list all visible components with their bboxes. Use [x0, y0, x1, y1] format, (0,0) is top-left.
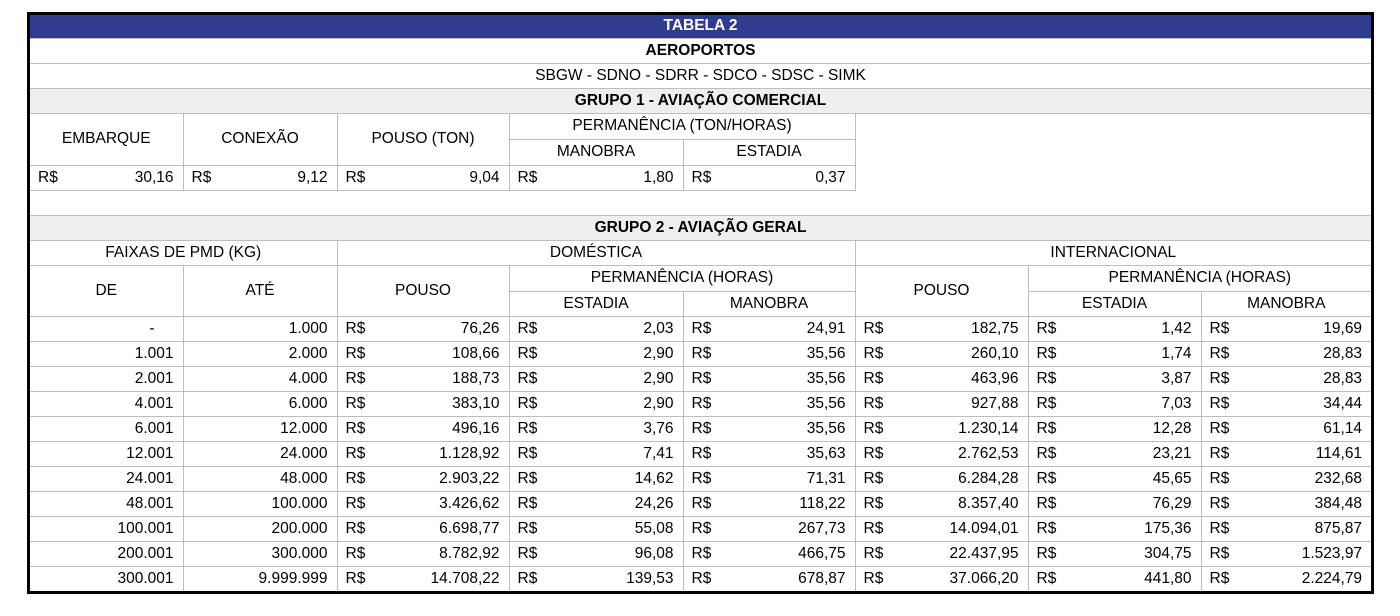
pmd-from: 12.001 — [30, 441, 183, 466]
int-pouso-value: 6.284,28 — [958, 469, 1019, 487]
group1-header-estadia: ESTADIA — [683, 139, 855, 165]
group1-header-row — [30, 113, 1371, 139]
table-row — [30, 341, 1371, 366]
currency-symbol: R$ — [517, 168, 538, 186]
int-pouso — [855, 566, 1028, 591]
dom-pouso-value: 6.698,77 — [439, 519, 500, 537]
pmd-from: 200.001 — [30, 541, 183, 566]
int-estadia — [1028, 391, 1201, 416]
dom-estadia — [509, 391, 683, 416]
currency-symbol: R$ — [345, 544, 366, 562]
int-pouso — [855, 516, 1028, 541]
currency-symbol: R$ — [863, 419, 884, 437]
int-manobra-value: 34,44 — [1323, 394, 1363, 412]
currency-symbol: R$ — [863, 544, 884, 562]
currency-symbol: R$ — [1209, 469, 1230, 487]
int-estadia — [1028, 516, 1201, 541]
currency-symbol: R$ — [517, 519, 538, 537]
currency-symbol: R$ — [1209, 519, 1230, 537]
int-estadia-value: 12,28 — [1152, 419, 1192, 437]
pmd-from: 48.001 — [30, 491, 183, 516]
group1-embarque — [30, 165, 183, 190]
spacer — [30, 190, 1371, 215]
pmd-to: 6.000 — [183, 391, 337, 416]
dom-estadia-value: 55,08 — [634, 519, 674, 537]
currency-symbol: R$ — [345, 519, 366, 537]
currency-symbol: R$ — [517, 344, 538, 362]
currency-symbol: R$ — [863, 344, 884, 362]
int-estadia — [1028, 491, 1201, 516]
int-estadia-value: 76,29 — [1152, 494, 1192, 512]
dom-manobra — [683, 466, 855, 491]
int-manobra — [1201, 391, 1371, 416]
pmd-from: 1.001 — [30, 341, 183, 366]
group1-estadia — [683, 165, 855, 190]
int-pouso-value: 260,10 — [971, 344, 1019, 362]
int-estadia-value: 45,65 — [1152, 469, 1192, 487]
dom-pouso — [337, 316, 509, 341]
int-manobra — [1201, 441, 1371, 466]
currency-symbol: R$ — [517, 369, 538, 387]
group2-header-dom-pouso: POUSO — [337, 265, 509, 316]
group2-header-faixas: FAIXAS DE PMD (KG) — [30, 240, 337, 265]
dom-manobra-value: 35,56 — [806, 394, 846, 412]
table-title: TABELA 2 — [30, 15, 1371, 38]
currency-symbol: R$ — [517, 494, 538, 512]
dom-estadia-value: 7,41 — [643, 444, 674, 462]
dom-pouso — [337, 416, 509, 441]
currency-symbol: R$ — [345, 369, 366, 387]
currency-symbol: R$ — [517, 419, 538, 437]
group1-header-conexao: CONEXÃO — [183, 113, 337, 165]
currency-symbol: R$ — [1036, 319, 1057, 337]
currency-symbol: R$ — [863, 319, 884, 337]
spacer-row — [30, 190, 1371, 215]
table-row — [30, 516, 1371, 541]
pmd-from: 24.001 — [30, 466, 183, 491]
group2-header-int-estadia: ESTADIA — [1028, 291, 1201, 316]
int-pouso — [855, 366, 1028, 391]
table-row — [30, 491, 1371, 516]
table-row — [30, 391, 1371, 416]
currency-symbol: R$ — [1209, 444, 1230, 462]
int-pouso — [855, 391, 1028, 416]
dom-pouso — [337, 391, 509, 416]
currency-symbol: R$ — [345, 569, 366, 587]
dom-estadia — [509, 441, 683, 466]
currency-symbol: R$ — [691, 168, 712, 186]
airports-codes: SBGW - SDNO - SDRR - SDCO - SDSC - SIMK — [30, 63, 1371, 88]
currency-symbol: R$ — [691, 369, 712, 387]
dom-pouso — [337, 491, 509, 516]
currency-symbol: R$ — [345, 494, 366, 512]
currency-symbol: R$ — [1036, 569, 1057, 587]
group1-header-pouso: POUSO (TON) — [337, 113, 509, 165]
currency-symbol: R$ — [691, 544, 712, 562]
dom-manobra-value: 35,56 — [806, 369, 846, 387]
int-pouso-value: 2.762,53 — [958, 444, 1019, 462]
currency-symbol: R$ — [517, 544, 538, 562]
dom-pouso — [337, 566, 509, 591]
currency-symbol: R$ — [38, 168, 58, 186]
pmd-to: 12.000 — [183, 416, 337, 441]
group2-header-dom-permanencia: PERMANÊNCIA (HORAS) — [509, 265, 855, 291]
dom-estadia — [509, 491, 683, 516]
dom-estadia-value: 24,26 — [634, 494, 674, 512]
int-pouso — [855, 466, 1028, 491]
table-row — [30, 366, 1371, 391]
currency-symbol: R$ — [191, 168, 212, 186]
dom-estadia-value: 2,90 — [643, 394, 674, 412]
int-estadia — [1028, 566, 1201, 591]
int-pouso-value: 22.437,95 — [949, 544, 1019, 562]
group1-manobra — [509, 165, 683, 190]
currency-symbol: R$ — [1036, 544, 1057, 562]
group2-header-int-permanencia: PERMANÊNCIA (HORAS) — [1028, 265, 1371, 291]
group1-title: GRUPO 1 - AVIAÇÃO COMERCIAL — [30, 88, 1371, 113]
pmd-to: 48.000 — [183, 466, 337, 491]
dom-pouso-value: 496,16 — [452, 419, 500, 437]
dom-pouso-value: 76,26 — [460, 319, 500, 337]
dom-estadia — [509, 341, 683, 366]
pmd-to: 4.000 — [183, 366, 337, 391]
currency-symbol: R$ — [691, 519, 712, 537]
airports-codes-row — [30, 63, 1371, 88]
dom-manobra-value: 35,56 — [806, 344, 846, 362]
dom-pouso-value: 188,73 — [452, 369, 500, 387]
int-pouso-value: 37.066,20 — [949, 569, 1019, 587]
dom-estadia — [509, 466, 683, 491]
title-row — [30, 15, 1371, 38]
table-row — [30, 466, 1371, 491]
dom-manobra — [683, 441, 855, 466]
pmd-from: 2.001 — [30, 366, 183, 391]
int-manobra-value: 19,69 — [1323, 319, 1363, 337]
int-pouso — [855, 491, 1028, 516]
dom-manobra — [683, 491, 855, 516]
currency-symbol: R$ — [691, 469, 712, 487]
currency-symbol: R$ — [1209, 369, 1230, 387]
int-manobra-value: 232,68 — [1314, 469, 1363, 487]
currency-symbol: R$ — [1209, 394, 1230, 412]
pmd-from: 300.001 — [30, 566, 183, 591]
dom-estadia — [509, 516, 683, 541]
pmd-from: - — [30, 316, 183, 341]
currency-symbol: R$ — [517, 444, 538, 462]
int-manobra-value: 2.224,79 — [1301, 569, 1363, 587]
group1-manobra-value: 1,80 — [643, 168, 674, 186]
group1-header-embarque: EMBARQUE — [30, 113, 183, 165]
group2-header-de: DE — [30, 265, 183, 316]
dom-estadia — [509, 416, 683, 441]
dom-pouso-value: 1.128,92 — [439, 444, 500, 462]
airports-label: AEROPORTOS — [30, 38, 1371, 63]
int-estadia — [1028, 466, 1201, 491]
int-manobra-value: 61,14 — [1323, 419, 1363, 437]
int-pouso — [855, 441, 1028, 466]
group1-header-manobra: MANOBRA — [509, 139, 683, 165]
currency-symbol: R$ — [1036, 344, 1057, 362]
dom-manobra-value: 267,73 — [798, 519, 846, 537]
int-manobra — [1201, 516, 1371, 541]
pmd-from: 4.001 — [30, 391, 183, 416]
dom-manobra — [683, 341, 855, 366]
int-estadia-value: 23,21 — [1152, 444, 1192, 462]
group1-embarque-value: 30,16 — [134, 168, 174, 186]
int-estadia-value: 441,80 — [1144, 569, 1192, 587]
pmd-to: 300.000 — [183, 541, 337, 566]
int-estadia — [1028, 441, 1201, 466]
currency-symbol: R$ — [345, 344, 366, 362]
int-manobra — [1201, 341, 1371, 366]
int-estadia-value: 1,42 — [1161, 319, 1192, 337]
dom-pouso — [337, 541, 509, 566]
int-manobra — [1201, 491, 1371, 516]
pmd-to: 2.000 — [183, 341, 337, 366]
int-pouso-value: 1.230,14 — [958, 419, 1019, 437]
int-manobra-value: 28,83 — [1323, 369, 1363, 387]
int-manobra — [1201, 541, 1371, 566]
currency-symbol: R$ — [1209, 319, 1230, 337]
dom-manobra-value: 118,22 — [799, 494, 846, 512]
dom-estadia — [509, 316, 683, 341]
currency-symbol: R$ — [863, 444, 884, 462]
airports-label-row — [30, 38, 1371, 63]
currency-symbol: R$ — [691, 319, 712, 337]
currency-symbol: R$ — [517, 394, 538, 412]
group1-conexao-value: 9,12 — [297, 168, 328, 186]
currency-symbol: R$ — [1036, 444, 1057, 462]
int-pouso — [855, 541, 1028, 566]
dom-pouso — [337, 466, 509, 491]
dom-pouso-value: 3.426,62 — [439, 494, 500, 512]
group2-header-internacional: INTERNACIONAL — [855, 240, 1371, 265]
dom-manobra — [683, 566, 855, 591]
pmd-to: 200.000 — [183, 516, 337, 541]
int-pouso-value: 927,88 — [971, 394, 1019, 412]
dom-pouso-value: 108,66 — [452, 344, 500, 362]
group1-pouso-value: 9,04 — [469, 168, 500, 186]
dom-pouso-value: 8.782,92 — [439, 544, 500, 562]
dom-manobra-value: 35,56 — [806, 419, 846, 437]
int-manobra — [1201, 466, 1371, 491]
currency-symbol: R$ — [345, 469, 366, 487]
currency-symbol: R$ — [691, 419, 712, 437]
dom-estadia — [509, 366, 683, 391]
int-pouso-value: 182,75 — [971, 319, 1019, 337]
group2-header-ate: ATÉ — [183, 265, 337, 316]
currency-symbol: R$ — [863, 494, 884, 512]
table-row — [30, 441, 1371, 466]
currency-symbol: R$ — [863, 369, 884, 387]
int-manobra-value: 28,83 — [1323, 344, 1363, 362]
group1-title-row — [30, 88, 1371, 113]
group2-header-row — [30, 265, 1371, 291]
currency-symbol: R$ — [691, 444, 712, 462]
int-estadia — [1028, 316, 1201, 341]
dom-manobra-value: 678,87 — [798, 569, 846, 587]
int-estadia-value: 3,87 — [1161, 369, 1192, 387]
currency-symbol: R$ — [863, 519, 884, 537]
dom-manobra-value: 35,63 — [806, 444, 846, 462]
pmd-from: 100.001 — [30, 516, 183, 541]
currency-symbol: R$ — [345, 168, 366, 186]
table-row — [30, 541, 1371, 566]
int-pouso-value: 14.094,01 — [949, 519, 1019, 537]
int-estadia-value: 304,75 — [1144, 544, 1192, 562]
dom-estadia-value: 2,90 — [643, 344, 674, 362]
group2-header-domestica: DOMÉSTICA — [337, 240, 855, 265]
currency-symbol: R$ — [691, 344, 712, 362]
currency-symbol: R$ — [691, 394, 712, 412]
group1-header-permanencia: PERMANÊNCIA (TON/HORAS) — [509, 113, 855, 139]
currency-symbol: R$ — [1209, 494, 1230, 512]
int-manobra-value: 875,87 — [1314, 519, 1363, 537]
tariff-table — [30, 15, 1371, 591]
blank-area — [855, 113, 1371, 190]
dom-manobra — [683, 416, 855, 441]
int-estadia — [1028, 366, 1201, 391]
dom-manobra — [683, 391, 855, 416]
currency-symbol: R$ — [1036, 369, 1057, 387]
currency-symbol: R$ — [691, 494, 712, 512]
int-estadia-value: 7,03 — [1161, 394, 1192, 412]
currency-symbol: R$ — [345, 394, 366, 412]
currency-symbol: R$ — [863, 569, 884, 587]
dom-estadia-value: 2,03 — [643, 319, 674, 337]
group1-conexao — [183, 165, 337, 190]
int-manobra — [1201, 316, 1371, 341]
dom-estadia-value: 2,90 — [643, 369, 674, 387]
currency-symbol: R$ — [691, 569, 712, 587]
currency-symbol: R$ — [345, 444, 366, 462]
group2-section-row — [30, 240, 1371, 265]
group2-title-row — [30, 215, 1371, 240]
dom-estadia-value: 3,76 — [643, 419, 674, 437]
table-row — [30, 316, 1371, 341]
table-row — [30, 566, 1371, 591]
group1-pouso — [337, 165, 509, 190]
dom-estadia-value: 14,62 — [634, 469, 674, 487]
currency-symbol: R$ — [517, 469, 538, 487]
int-manobra-value: 1.523,97 — [1301, 544, 1363, 562]
currency-symbol: R$ — [1209, 569, 1230, 587]
dom-estadia-value: 96,08 — [634, 544, 674, 562]
pmd-from: 6.001 — [30, 416, 183, 441]
int-pouso-value: 463,96 — [971, 369, 1019, 387]
dom-manobra-value: 466,75 — [798, 544, 846, 562]
group2-header-int-pouso: POUSO — [855, 265, 1028, 316]
dom-estadia-value: 139,53 — [626, 569, 674, 587]
pmd-to: 9.999.999 — [183, 566, 337, 591]
currency-symbol: R$ — [1209, 419, 1230, 437]
group2-title: GRUPO 2 - AVIAÇÃO GERAL — [30, 215, 1371, 240]
currency-symbol: R$ — [863, 469, 884, 487]
int-pouso — [855, 316, 1028, 341]
group2-header-dom-manobra: MANOBRA — [683, 291, 855, 316]
int-estadia — [1028, 416, 1201, 441]
dom-pouso — [337, 516, 509, 541]
int-manobra-value: 114,61 — [1315, 444, 1363, 462]
dom-estadia — [509, 566, 683, 591]
dom-manobra-value: 24,91 — [806, 319, 846, 337]
int-estadia — [1028, 341, 1201, 366]
dom-pouso-value: 2.903,22 — [439, 469, 500, 487]
currency-symbol: R$ — [1209, 344, 1230, 362]
int-manobra — [1201, 366, 1371, 391]
currency-symbol: R$ — [1036, 419, 1057, 437]
currency-symbol: R$ — [345, 319, 366, 337]
int-pouso-value: 8.357,40 — [958, 494, 1019, 512]
pmd-to: 24.000 — [183, 441, 337, 466]
group2-header-int-manobra: MANOBRA — [1201, 291, 1371, 316]
pmd-to: 1.000 — [183, 316, 337, 341]
table-row — [30, 416, 1371, 441]
dom-manobra-value: 71,31 — [806, 469, 846, 487]
currency-symbol: R$ — [1036, 519, 1057, 537]
dom-manobra — [683, 366, 855, 391]
group1-estadia-value: 0,37 — [815, 168, 846, 186]
dom-pouso-value: 383,10 — [452, 394, 500, 412]
tariff-sheet — [27, 12, 1374, 594]
group2-header-dom-estadia: ESTADIA — [509, 291, 683, 316]
int-manobra-value: 384,48 — [1314, 494, 1363, 512]
pmd-to: 100.000 — [183, 491, 337, 516]
dom-pouso — [337, 366, 509, 391]
int-estadia — [1028, 541, 1201, 566]
dom-pouso — [337, 341, 509, 366]
int-pouso — [855, 341, 1028, 366]
dom-manobra — [683, 516, 855, 541]
int-manobra — [1201, 566, 1371, 591]
int-manobra — [1201, 416, 1371, 441]
dom-estadia — [509, 541, 683, 566]
int-estadia-value: 1,74 — [1161, 344, 1192, 362]
currency-symbol: R$ — [517, 319, 538, 337]
currency-symbol: R$ — [1036, 469, 1057, 487]
int-estadia-value: 175,36 — [1144, 519, 1192, 537]
currency-symbol: R$ — [1209, 544, 1230, 562]
currency-symbol: R$ — [1036, 394, 1057, 412]
currency-symbol: R$ — [345, 419, 366, 437]
currency-symbol: R$ — [863, 394, 884, 412]
dom-manobra — [683, 541, 855, 566]
dom-manobra — [683, 316, 855, 341]
currency-symbol: R$ — [517, 569, 538, 587]
currency-symbol: R$ — [1036, 494, 1057, 512]
dom-pouso-value: 14.708,22 — [430, 569, 500, 587]
int-pouso — [855, 416, 1028, 441]
dom-pouso — [337, 441, 509, 466]
